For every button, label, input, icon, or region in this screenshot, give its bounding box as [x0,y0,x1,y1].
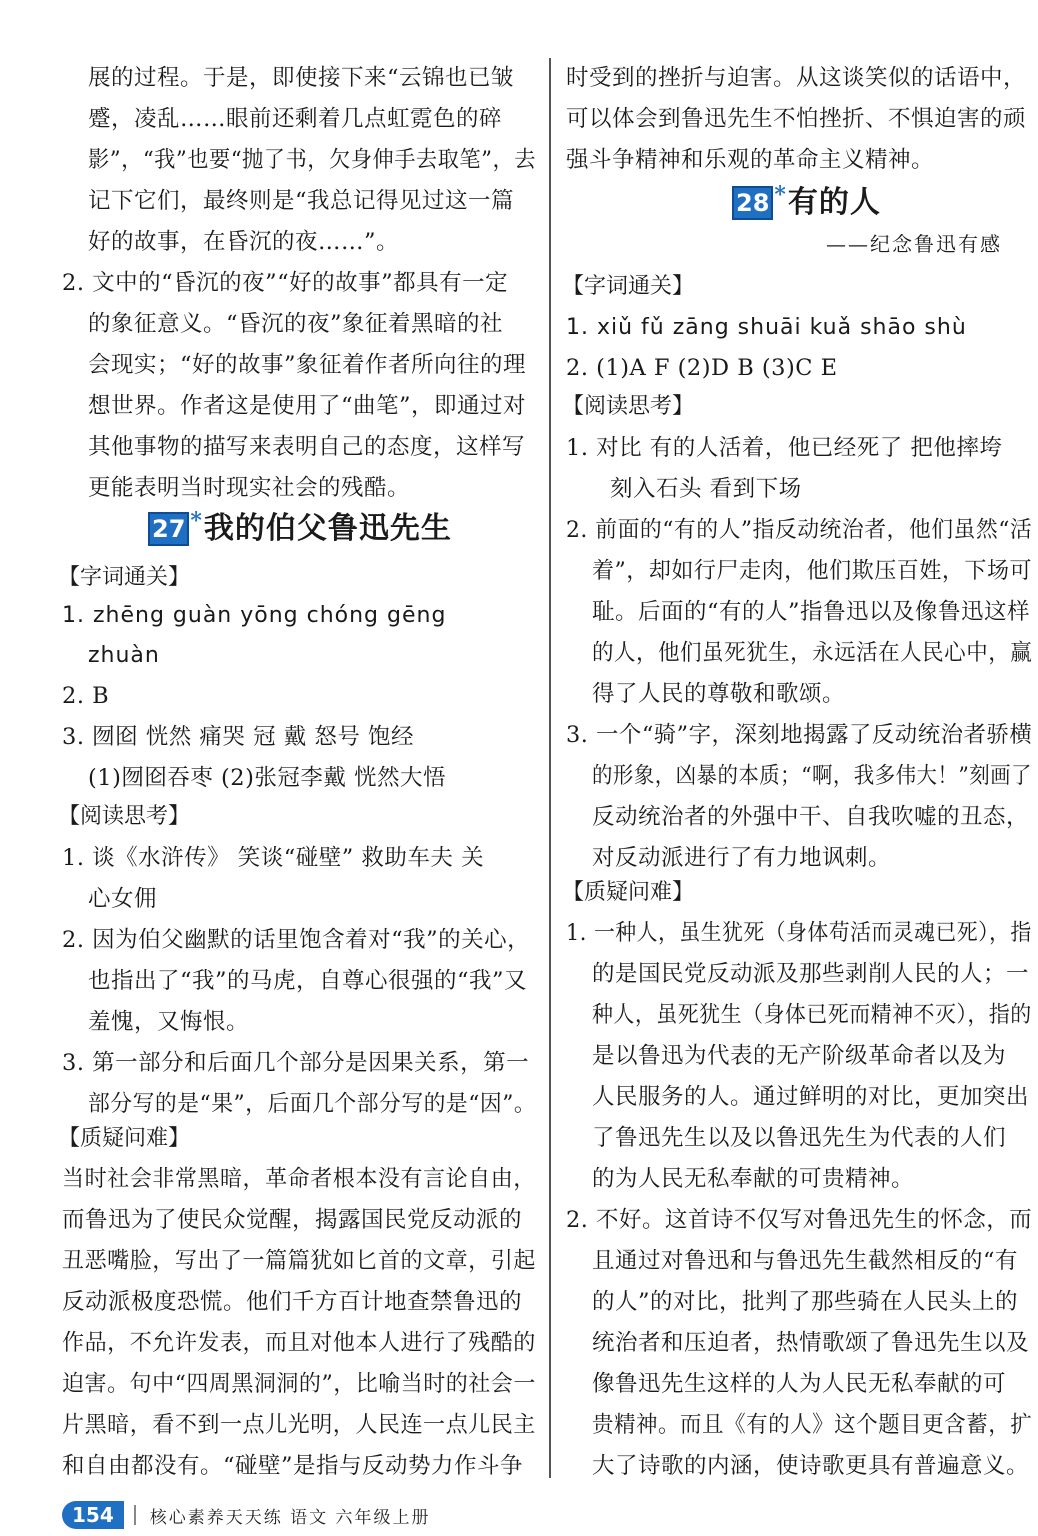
text-line: 大了诗歌的内涵，使诗歌更具有普遍意义。 [592,1453,1030,1479]
text-line: 2. (1)A F (2)D B (3)C E [566,355,838,381]
text-line: 展的过程。于是，即使接下来“云锦也已皱 [88,65,515,91]
text-line: 丑恶嘴脸，写出了一篇篇犹如匕首的文章，引起 [62,1248,536,1274]
optional-star-mark: * [774,182,786,208]
text-line: 其他事物的描写来表明自己的态度，这样写 [88,434,526,460]
text-line: 好的故事，在昏沉的夜……”。 [88,229,400,255]
section-header-read: 【阅读思考】 [562,394,695,419]
text-line: 种人，虽死犹生（身体已死而精神不灭），指的 [592,1002,1032,1028]
text-line: 片黑暗，看不到一点儿光明，人民连一点儿民主 [62,1412,536,1438]
lesson-number-badge: 27 [148,512,189,546]
text-line: 会现实；“好的故事”象征着作者所向往的理 [88,352,527,378]
text-line: 的人”的对比，批判了那些骑在人民头上的 [592,1289,1019,1315]
text-line: 是以鲁迅为代表的无产阶级革命者以及为 [592,1043,1007,1069]
text-line: 刻入石头 看到下场 [610,476,802,502]
text-line: 3. 一个“骑”字，深刻地揭露了反动统治者骄横 [566,722,1033,748]
text-line: 时受到的挫折与迫害。从这谈笑似的话语中， [566,65,1027,91]
text-line: 2. B [62,683,110,709]
optional-star-mark: * [190,508,202,534]
text-line: 得了人民的尊敬和歌颂。 [592,681,846,707]
lesson-27-title [148,508,452,546]
section-header-word: 【字词通关】 [562,274,695,299]
footer-separator [134,1505,136,1525]
text-line: 蹙，凌乱……眼前还剩着几点虹霓色的碎 [88,106,503,132]
text-line: 像鲁迅先生这样的人为人民无私奉献的可 [592,1371,1007,1397]
section-header-read: 【阅读思考】 [58,804,191,829]
lesson-number-badge: 28 [732,186,773,220]
text-line: 反动派极度恐慌。他们千方百计地查禁鲁迅的 [62,1289,523,1315]
lesson-title-text: 我的伯父鲁迅先生 [203,511,452,546]
text-line: 2. 因为伯父幽默的话里饱含着对“我”的关心， [62,927,531,953]
section-header-question: 【质疑问难】 [58,1126,191,1151]
text-line: 统治者和压迫者，热情歌颂了鲁迅先生以及 [592,1330,1030,1356]
text-line: 的是国民党反动派及那些剥削人民的人；一 [592,961,1030,987]
text-line: 且通过对鲁迅和与鲁迅先生截然相反的“有 [592,1248,1019,1274]
text-line: 1. 谈《水浒传》 笑谈“碰壁” 救助车夫 关 [62,845,485,871]
page-footer [62,1500,431,1530]
text-line: 强斗争精神和乐观的革命主义精神。 [566,147,935,173]
text-line: 迫害。句中“四周黑洞洞的”，比喻当时的社会一 [62,1371,536,1397]
section-header-question: 【质疑问难】 [562,880,695,905]
text-line: 2. 不好。这首诗不仅写对鲁迅先生的怀念，而 [566,1207,1033,1233]
text-line: 贵精神。而且《有的人》这个题目更含蓄，扩 [592,1412,1033,1438]
pinyin-line: 1. zhēng guàn yōng chóng gēng [62,603,447,628]
text-line: 的为人民无私奉献的可贵精神。 [592,1166,915,1192]
text-line: 影”，“我”也要“抛了书，欠身伸手去取笔”，去 [88,147,536,173]
lesson-28-title [732,182,881,220]
text-line: 1. 一种人，虽生犹死（身体苟活而灵魂已死），指 [566,920,1032,946]
pinyin-line: 1. xiǔ fǔ zāng shuāi kuǎ shāo shù [566,315,967,340]
text-line: 1. 对比 有的人活着，他已经死了 把他摔垮 [566,435,1003,461]
book-title: 核心素养天天练 语文 六年级上册 [149,1507,431,1528]
text-line: 人民服务的人。通过鲜明的对比，更加突出 [592,1084,1030,1110]
column-divider [549,58,551,1478]
text-line: 可以体会到鲁迅先生不怕挫折、不惧迫害的顽 [566,106,1027,132]
text-line: 的象征意义。“昏沉的夜”象征着黑暗的社 [88,311,504,337]
text-line: 3. 囫囵 恍然 痛哭 冠 戴 怒号 饱经 [62,724,415,750]
text-line: 心女佣 [88,886,158,912]
text-line: 对反动派进行了有力地讽刺。 [592,845,892,871]
lesson-title-text: 有的人 [787,185,881,220]
text-line: 的形象，凶暴的本质；“啊，我多伟大！”刻画了 [592,763,1032,789]
section-header-word: 【字词通关】 [58,565,191,590]
text-line: 反动统治者的外强中干、自我吹嘘的丑态， [592,804,1030,830]
text-line: 更能表明当时现实社会的残酷。 [88,475,411,501]
text-line: 也指出了“我”的马虎，自尊心很强的“我”又 [88,968,528,994]
text-line: 而鲁迅为了使民众觉醒，揭露国民党反动派的 [62,1207,523,1233]
text-line: 羞愧，又悔恨。 [88,1009,250,1035]
text-line: 作品，不允许发表，而且对他本人进行了残酷的 [62,1330,536,1356]
text-line: 了鲁迅先生以及以鲁迅先生为代表的人们 [592,1125,1007,1151]
text-line: (1)囫囵吞枣 (2)张冠李戴 恍然大悟 [88,765,447,791]
lesson-subtitle: ——纪念鲁迅有感 [826,232,1002,256]
text-line: 记下它们，最终则是“我总记得见过这一篇 [88,188,515,214]
text-line: 和自由都没有。“碰壁”是指与反动势力作斗争 [62,1453,524,1479]
text-line: 2. 前面的“有的人”指反动统治者，他们虽然“活 [566,517,1033,543]
text-line: 2. 文中的“昏沉的夜”“好的故事”都具有一定 [62,270,509,296]
pinyin-line: zhuàn [88,643,160,668]
text-line: 想世界。作者这是使用了“曲笔”，即通过对 [88,393,527,419]
text-line: 部分写的是“果”，后面几个部分写的是“因”。 [88,1091,537,1117]
text-line: 3. 第一部分和后面几个部分是因果关系，第一 [62,1050,530,1076]
text-line: 耻。后面的“有的人”指鲁迅以及像鲁迅这样 [592,599,1031,625]
page-number: 154 [62,1501,124,1529]
text-line: 的人，他们虽死犹生，永远活在人民心中，赢 [592,640,1033,666]
text-line: 当时社会非常黑暗，革命者根本没有言论自由， [62,1166,536,1192]
text-line: 着”，却如行尸走肉，他们欺压百姓，下场可 [592,558,1033,584]
